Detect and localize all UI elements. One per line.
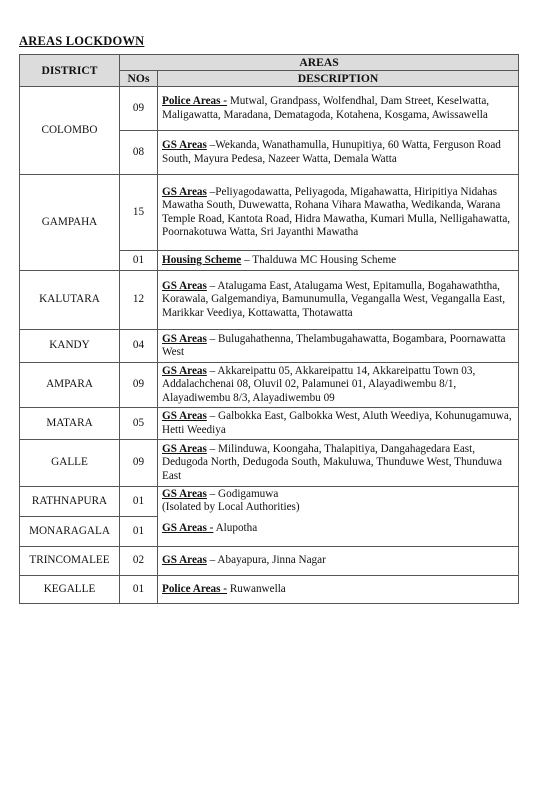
district-cell: MONARAGALA [20,517,120,547]
area-type-label: GS Areas [162,279,207,292]
district-cell: KEGALLE [20,576,120,604]
area-note: (Isolated by Local Authorities) [162,501,300,514]
table-row [20,87,519,131]
table-row [20,408,519,440]
nos-cell: 05 [120,408,158,440]
area-type-label: GS Areas [162,364,207,377]
nos-cell: 04 [120,330,158,363]
district-cell: COLOMBO [20,87,120,175]
area-type-label: Police Areas - [162,582,228,595]
area-list: –Peliyagodawatta, Peliyagoda, Migahawatta, Hiripitiya Nidahas Mawatha South, Duwewatta, Rohana Vihara Mawatha, Wedikanda, Warana Temple Road, Kantota Road, Hidra Mawatha, Kumari Mulla, Nelligahawatta, Poornakotuwa Watta, Sri Jayanthi Mawatha [162,185,511,238]
area-list: – Akkareipattu 05, Akkareipattu 14, Akkareipattu Town 03, Addalachchenai 08, Oluvil 02, Palamunei 01, Alayadiwembu 8/1, Alayadiwembu 8/3, Alayadiwembu 09 [162,364,476,404]
table-row [20,576,519,604]
description-cell [158,408,519,440]
header-description: DESCRIPTION [158,71,519,87]
nos-cell: 02 [120,547,158,576]
area-list: –Wekanda, Wanathamulla, Hunupitiya, 60 Watta, Ferguson Road South, Mayura Pedesa, Nazeer Watta, Demala Watta [162,139,501,165]
area-list: – Thalduwa MC Housing Scheme [241,253,397,266]
area-type-label: GS Areas [162,185,207,198]
nos-cell: 01 [120,251,158,271]
description-cell [158,547,519,576]
area-list: – Godigamuwa [206,488,279,500]
area-list: Ruwanwella [227,582,286,595]
district-cell: GALLE [20,440,120,487]
area-list: – Abayapura, Jinna Nagar [206,554,326,567]
description-cell [158,576,519,604]
nos-cell: 15 [120,175,158,251]
description-cell [158,487,519,547]
district-cell: RATHNAPURA [20,487,120,517]
area-list: Mutwal, Grandpass, Wolfendhal, Dam Street, Keselwatta, Maligawatta, Maradana, Dematagoda, Kotahena, Kosgama, Awissawella [162,95,490,121]
description-cell [158,363,519,408]
area-type-label: GS Areas [162,139,207,152]
area-type-label: GS Areas [162,410,207,423]
description-cell [158,175,519,251]
area-type-label: GS Areas - [162,521,214,534]
district-cell: TRINCOMALEE [20,547,120,576]
area-list: – Galbokka East, Galbokka West, Aluth Weediya, Kohunugamuwa, Hetti Weediya [162,410,512,436]
table-row [20,175,519,251]
description-cell [158,440,519,487]
area-type-label: GS Areas [162,554,207,567]
district-cell: AMPARA [20,363,120,408]
nos-cell: 09 [120,440,158,487]
area-list: – Atalugama East, Atalugama West, Epitamulla, Bogahawaththa, Korawala, Galgemandiya, Bamunumulla, Vegangalla West, Vegangalla East, Marikkar Veediya, Kottawatta, Thotawatta [162,279,506,319]
nos-cell: 01 [120,487,158,517]
description-cell [158,251,519,271]
nos-cell: 01 [120,576,158,604]
nos-cell: 09 [120,87,158,131]
area-list: Alupotha [213,521,258,534]
header-district: DISTRICT [20,55,120,87]
description-cell [158,330,519,363]
lockdown-table [19,54,519,604]
area-list: – Milinduwa, Koongaha, Thalapitiya, Dangahagedara East, Dedugoda North, Dedugoda South, Makuluwa, Thunduwe West, Thunduwa East [162,442,502,482]
area-type-label: Police Areas - [162,95,228,108]
header-nos: NOs [120,71,158,87]
area-type-label: GS Areas [162,488,207,500]
nos-cell: 09 [120,363,158,408]
district-cell: KANDY [20,330,120,363]
area-type-label: Housing Scheme [162,253,242,266]
nos-cell: 08 [120,131,158,175]
district-cell: GAMPAHA [20,175,120,271]
nos-cell: 01 [120,517,158,547]
description-cell [158,271,519,330]
area-type-label: GS Areas [162,442,207,455]
table-row [20,487,519,517]
table-row [20,547,519,576]
table-row [20,271,519,330]
document-title: AREAS LOCKDOWN [19,34,145,48]
nos-cell: 12 [120,271,158,330]
district-cell: KALUTARA [20,271,120,330]
area-list: – Bulugahathenna, Thelambugahawatta, Bogambara, Poornawatta West [162,332,506,358]
table-row [20,363,519,408]
description-cell [158,131,519,175]
description-cell [158,87,519,131]
area-type-label: GS Areas [162,332,207,345]
district-cell: MATARA [20,408,120,440]
table-row [20,440,519,487]
header-areas: AREAS [120,55,519,71]
table-row [20,330,519,363]
